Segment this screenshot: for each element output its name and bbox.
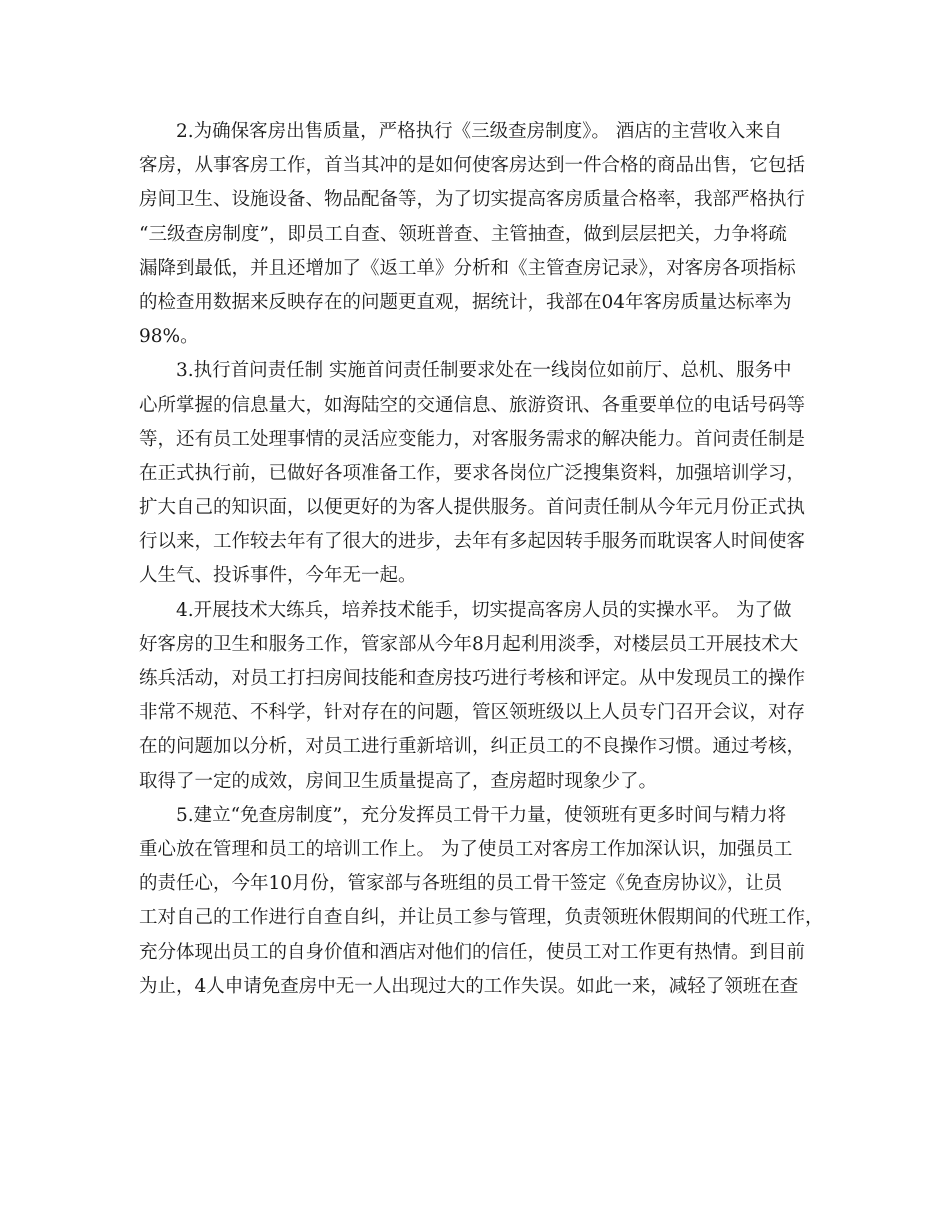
paragraph-3 xyxy=(139,594,829,799)
text-line: 4.开展技术大练兵，培养技术能手，切实提高客房人员的实操水平。 为了做 xyxy=(176,599,792,621)
text-line: 98%。 xyxy=(139,326,199,348)
text-line: 取得了一定的成效，房间卫生质量提高了，查房超时现象少了。 xyxy=(139,770,658,792)
text-line: 客房，从事客房工作，首当其冲的是如何使客房达到一件合格的商品出售，它包括 xyxy=(139,155,806,177)
text-line: 的检查用数据来反映存在的问题更直观，据统计，我部在04年客房质量达标率为 xyxy=(139,291,792,313)
paragraph-2 xyxy=(139,354,829,593)
text-line: 人生气、投诉事件，今年无一起。 xyxy=(139,565,417,587)
text-line: 5.建立“免查房制度”，充分发挥员工骨干力量，使领班有更多时间与精力将 xyxy=(176,804,787,826)
text-line: 心所掌握的信息量大，如海陆空的交通信息、旅游资讯、各重要单位的电话号码等 xyxy=(139,394,806,416)
text-line: 重心放在管理和员工的培训工作上。 为了使员工对客房工作加深认识，加强员工 xyxy=(139,838,793,860)
document-body xyxy=(139,115,829,1004)
text-line: 漏降到最低，并且还增加了《返工单》分析和《主管查房记录》，对客房各项指标 xyxy=(139,257,796,279)
text-line: 3.执行首问责任制 实施首问责任制要求处在一线岗位如前厅、总机、服务中 xyxy=(176,360,792,382)
text-line: 行以来，工作较去年有了很大的进步，去年有多起因转手服务而耽误客人时间使客 xyxy=(139,531,806,553)
text-line: 等，还有员工处理事情的灵活应变能力，对客服务需求的解决能力。首问责任制是 xyxy=(139,428,806,450)
text-line: 工对自己的工作进行自查自纠，并让员工参与管理，负责领班休假期间的代班工作， xyxy=(139,907,824,929)
text-line: 房间卫生、设施设备、物品配备等，为了切实提高客房质量合格率，我部严格执行 xyxy=(139,189,806,211)
text-line: 为止，4人申请免查房中无一人出现过大的工作失误。如此一来，减轻了领班在查 xyxy=(139,975,799,997)
text-line: 2.为确保客房出售质量，严格执行《三级查房制度》。 酒店的主营收入来自 xyxy=(176,121,783,142)
text-line: 扩大自己的知识面，以便更好的为客人提供服务。首问责任制从今年元月份正式执 xyxy=(139,497,806,519)
text-line: 好客房的卫生和服务工作，管家部从今年8月起利用淡季，对楼层员工开展技术大 xyxy=(139,633,799,655)
text-line: “三级查房制度”，即员工自查、领班普查、主管抽查，做到层层把关，力争将疏 xyxy=(139,223,787,245)
text-line: 练兵活动，对员工打扫房间技能和查房技巧进行考核和评定。从中发现员工的操作 xyxy=(139,668,806,689)
text-line: 在正式执行前，已做好各项准备工作，要求各岗位广泛搜集资料，加强培训学习， xyxy=(139,462,806,484)
text-line: 非常不规范、不科学，针对存在的问题，管区领班级以上人员专门召开会议，对存 xyxy=(139,702,806,724)
text-line: 在的问题加以分析，对员工进行重新培训，纠正员工的不良操作习惯。通过考核， xyxy=(139,736,806,758)
text-line: 的责任心，今年10月份，管家部与各班组的员工骨干签定《免查房协议》，让员 xyxy=(139,873,783,895)
paragraph-4 xyxy=(139,799,829,1004)
paragraph-1 xyxy=(139,115,829,354)
text-line: 充分体现出员工的自身价值和酒店对他们的信任，使员工对工作更有热情。到目前 xyxy=(139,941,806,963)
